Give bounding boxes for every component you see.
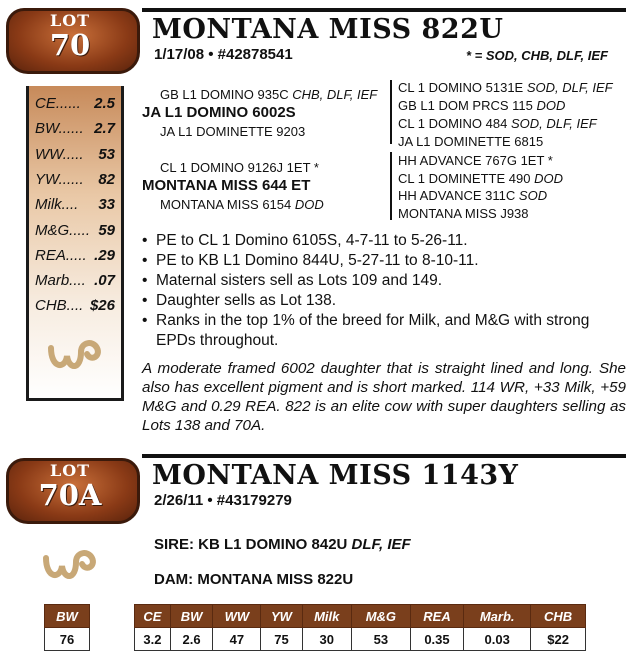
header-rule — [142, 8, 626, 12]
pedigree-bracket — [390, 152, 392, 220]
pedigree-ancestor: HH ADVANCE 767G 1ET * — [398, 152, 553, 168]
epd-label: Marb.... — [35, 272, 86, 290]
pedigree-ancestor: MONTANA MISS J938 — [398, 206, 529, 222]
epd-label: Milk.... — [35, 196, 79, 214]
epd-row — [35, 196, 115, 218]
epd-value: 53 — [98, 145, 115, 163]
epd-value: $26 — [89, 297, 115, 315]
epd-value: 33 — [98, 196, 115, 214]
epd-cell: 0.35 — [410, 628, 463, 651]
epd-header: YW — [261, 605, 302, 628]
dam-dam: MONTANA MISS 6154 DOD — [160, 197, 324, 212]
bw-value: 76 — [45, 628, 90, 651]
epd-value: 2.5 — [94, 95, 115, 112]
note-item: • PE to KB L1 Domino 844U, 5-27-11 to 8-10-11. — [142, 251, 626, 271]
description: A moderate framed 6002 daughter that is straight lined and long. She also has excellent pigment and is short marked. 114 WR, +33 Milk, +59 M&G and 0.29 REA. 822 is an elite cow with super daughters selling as Lots 138 and 70A. — [142, 360, 626, 434]
note-item: • PE to CL 1 Domino 6105S, 4-7-11 to 5-26-11. — [142, 231, 626, 251]
lot-badge — [2, 2, 138, 72]
epd-panel — [26, 86, 124, 401]
pedigree-bracket — [390, 80, 392, 144]
animal-name: MONTANA MISS 1143Y — [152, 460, 519, 491]
birth-weight-table — [44, 604, 90, 651]
sire-sire: GB L1 DOMINO 935C CHB, DLF, IEF — [160, 87, 378, 102]
dam: MONTANA MISS 644 ET — [142, 177, 311, 194]
bw-header: BW — [45, 605, 90, 628]
note-item: • Daughter sells as Lot 138. — [142, 291, 626, 311]
epd-row — [35, 247, 115, 269]
sire-dam: JA L1 DOMINETTE 9203 — [160, 124, 306, 139]
lot-number: 70 — [49, 28, 91, 62]
epd-value: 82 — [98, 170, 115, 188]
pedigree-ancestor: JA L1 DOMINETTE 6815 — [398, 133, 544, 149]
epd-header: Marb. — [464, 605, 531, 628]
lot-label: LOT — [49, 461, 91, 480]
pedigree-ancestor: CL 1 DOMINETTE 490 DOD — [398, 170, 563, 186]
notes-list — [142, 231, 626, 351]
horseshoe-brand-icon — [45, 336, 105, 380]
epd-cell: 0.03 — [464, 628, 531, 651]
horseshoe-brand-icon — [40, 546, 100, 590]
epd-row — [35, 171, 115, 193]
epd-label: BW...... — [35, 120, 84, 138]
epd-value: 2.7 — [94, 120, 115, 138]
epd-cell: 2.6 — [170, 628, 213, 651]
epd-header: CE — [135, 605, 171, 628]
epd-label: REA..... — [35, 246, 87, 264]
epd-row — [35, 120, 115, 142]
dam-line: DAM: MONTANA MISS 822U — [154, 571, 354, 588]
epd-label: YW...... — [35, 170, 84, 188]
lot-label: LOT — [49, 11, 91, 30]
epd-value: .29 — [94, 246, 115, 264]
sire-line: SIRE: KB L1 DOMINO 842U DLF, IEF — [154, 536, 411, 553]
epd-header: M&G — [351, 605, 410, 628]
dam-sire: CL 1 DOMINO 9126J 1ET * — [160, 160, 319, 175]
epd-value: 59 — [98, 221, 115, 239]
epd-label: M&G..... — [35, 221, 91, 239]
epd-row — [35, 272, 115, 294]
epd-cell: 47 — [213, 628, 261, 651]
tag-legend: * = SOD, CHB, DLF, IEF — [466, 48, 608, 63]
sire: JA L1 DOMINO 6002S — [142, 104, 296, 121]
note-item: • Ranks in the top 1% of the breed for Milk, and M&G with strong EPDs throughout. — [142, 311, 626, 351]
pedigree-ancestor: HH ADVANCE 311C SOD — [398, 188, 548, 204]
pedigree-ancestor: CL 1 DOMINO 5131E SOD, DLF, IEF — [398, 80, 613, 95]
epd-row — [35, 146, 115, 168]
epd-cell: 53 — [351, 628, 410, 651]
header-rule — [142, 454, 626, 458]
epd-value: .07 — [94, 272, 115, 290]
epd-table — [134, 604, 586, 651]
note-item: • Maternal sisters sell as Lots 109 and 149. — [142, 271, 626, 291]
epd-label: CHB.... — [35, 297, 84, 315]
epd-header: REA — [410, 605, 463, 628]
lot-number: 70A — [38, 478, 102, 512]
epd-header: Milk — [302, 605, 351, 628]
pedigree-ancestor: CL 1 DOMINO 484 SOD, DLF, IEF — [398, 115, 597, 131]
dob-registration: 2/26/11 • #43179279 — [154, 492, 292, 509]
epd-label: WW..... — [35, 145, 84, 163]
epd-cell: 30 — [302, 628, 351, 651]
epd-header: WW — [213, 605, 261, 628]
pedigree-ancestor: GB L1 DOM PRCS 115 DOD — [398, 97, 566, 113]
epd-cell: 3.2 — [135, 628, 171, 651]
lot-badge — [2, 452, 138, 522]
epd-cell: 75 — [261, 628, 302, 651]
epd-row — [35, 95, 115, 117]
animal-name: MONTANA MISS 822U — [152, 14, 504, 45]
epd-label: CE...... — [35, 95, 81, 112]
epd-row — [35, 222, 115, 244]
dob-registration: 1/17/08 • #42878541 — [154, 46, 293, 63]
epd-header: BW — [170, 605, 213, 628]
epd-row — [35, 297, 115, 319]
epd-header: CHB — [531, 605, 586, 628]
epd-cell: $22 — [531, 628, 586, 651]
